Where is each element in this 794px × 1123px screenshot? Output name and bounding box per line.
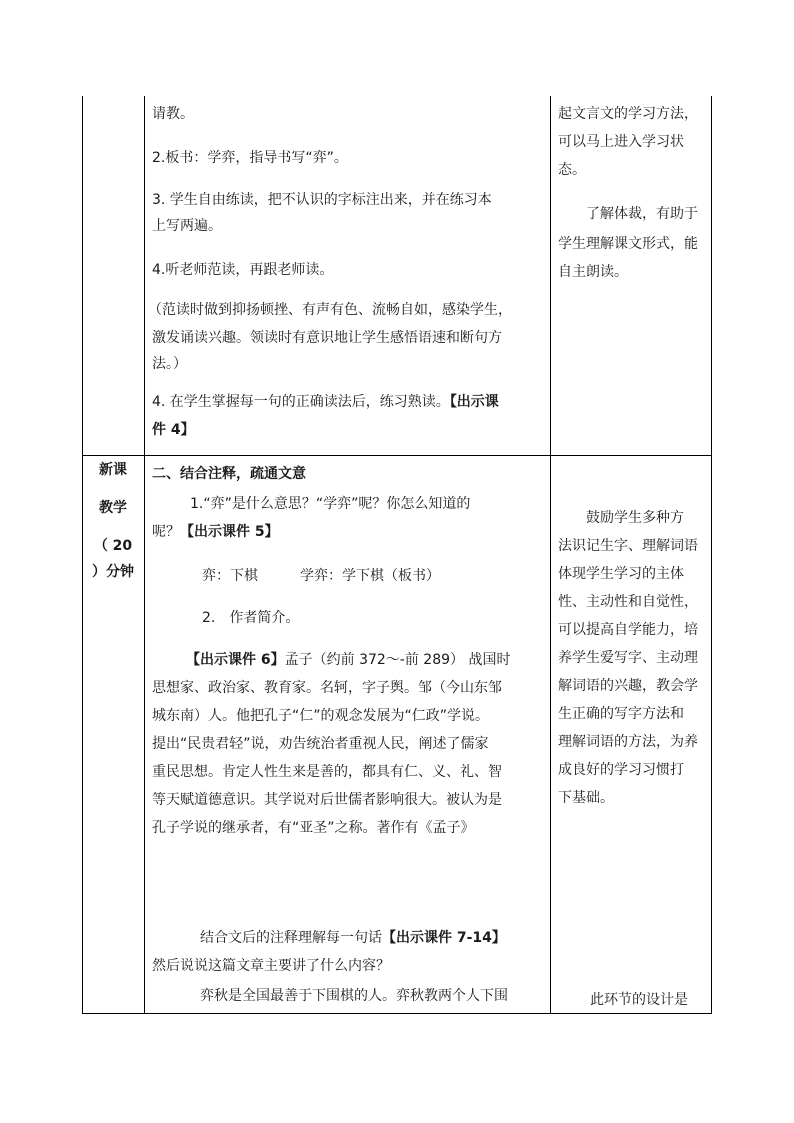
text-line: 生正确的写字方法和 [558,706,684,722]
text-line: 请教。 [152,106,194,122]
section-label: 新课 [99,462,127,478]
text-line: 鼓励学生多种方 [586,510,684,526]
text-line: 2. 作者简介。 [202,610,300,626]
text-line: 成良好的学习习惯打 [558,762,684,778]
text-line: 等天赋道德意识。其学说对后世儒者影响很大。被认为是 [152,792,502,808]
text-line [152,522,279,542]
text-line: 养学生爱写字、主动理 [558,650,698,666]
text-span: 4. 在学生掌握每一句的正确读法后，练习熟读。 [152,394,450,410]
text-line: 激发诵读兴趣。领读时有意识地让学生感悟语速和断句方 [152,330,502,346]
text-span: 孟子（约前 372～-前 289） 战国时 [284,652,511,668]
courseware-ref: 【出示课件 6】 [186,652,285,668]
text-line: 城东南）人。他把孔子“仁”的观念发展为“仁政”学说。 [152,708,490,724]
text-span: 结合文后的注释理解每一句话 [200,930,382,946]
text-line: 态。 [558,162,586,178]
text-line: 了解体裁，有助于 [586,206,698,222]
courseware-ref: 【出示课件 7-14】 [382,930,506,946]
text-line: 弈秋是全国最善于下围棋的人。弈秋教两个人下围 [200,988,508,1004]
text-span: 呢？ [152,524,180,540]
text-line: 重民思想。肯定人性生来是善的，都具有仁、义、礼、智 [152,764,502,780]
row-divider [82,455,712,456]
text-line: 1.“弈”是什么意思？“学弈”呢？你怎么知道的 [190,496,471,512]
text-line: 思想家、政治家、教育家。名轲，字子舆。邹（今山东邹 [152,680,502,696]
text-line: 法识记生字、理解词语 [558,538,698,554]
courseware-ref: 【出示课件 5】 [180,524,279,540]
text-line: 理解词语的方法，为养 [558,734,698,750]
text-line: （范读时做到抑扬顿挫、有声有色、流畅自如，感染学生， [148,302,512,318]
text-line: 4.听老师范读，再跟老师读。 [152,262,334,278]
text-line: 下基础。 [558,790,614,806]
courseware-ref: 【出示课 [449,394,499,410]
column-divider-1 [144,96,145,1014]
text-line: 可以马上进入学习状 [558,134,684,150]
column-divider-2 [550,96,551,1014]
text-line: 孔子学说的继承者，有“亚圣”之称。著作有《孟子》 [152,820,475,836]
text-line: 然后说说这篇文章主要讲了什么内容？ [152,958,390,974]
text-line [152,392,499,412]
text-line: 体现学生学习的主体 [558,566,684,582]
text-line [186,650,510,670]
table-right-border [711,96,712,1014]
text-line: 3. 学生自由练读，把不认识的字标注出来，并在练习本 [152,192,492,208]
section-heading: 二、结合注释，疏通文意 [152,466,306,482]
text-line: 法。） [152,356,187,372]
text-line: 上写两遍。 [152,218,222,234]
text-line: 学生理解课文形式，能 [558,236,698,252]
definition-line: 弈：下棋 学弈：学下棋（板书） [202,568,440,584]
lesson-plan-table [82,96,712,1014]
section-label: 教学 [99,500,127,516]
text-line: 起文言文的学习方法， [558,106,698,122]
duration-label: ）分钟 [92,564,134,580]
text-line: 解词语的兴趣，教会学 [558,678,698,694]
text-line: 性、主动性和自觉性， [558,594,698,610]
text-line: 自主朗读。 [558,264,628,280]
text-line: 2.板书：学弈，指导书写“弈”。 [152,150,348,166]
duration-label: （ 20 [93,538,133,554]
text-line [200,928,506,948]
courseware-ref: 件 4】 [152,422,195,438]
table-bottom-border [82,1013,712,1014]
text-line: 此环节的设计是 [590,992,688,1008]
text-line: 可以提高自学能力，培 [558,622,698,638]
text-line: 提出“民贵君轻”说，劝告统治者重视人民，阐述了儒家 [152,736,489,752]
